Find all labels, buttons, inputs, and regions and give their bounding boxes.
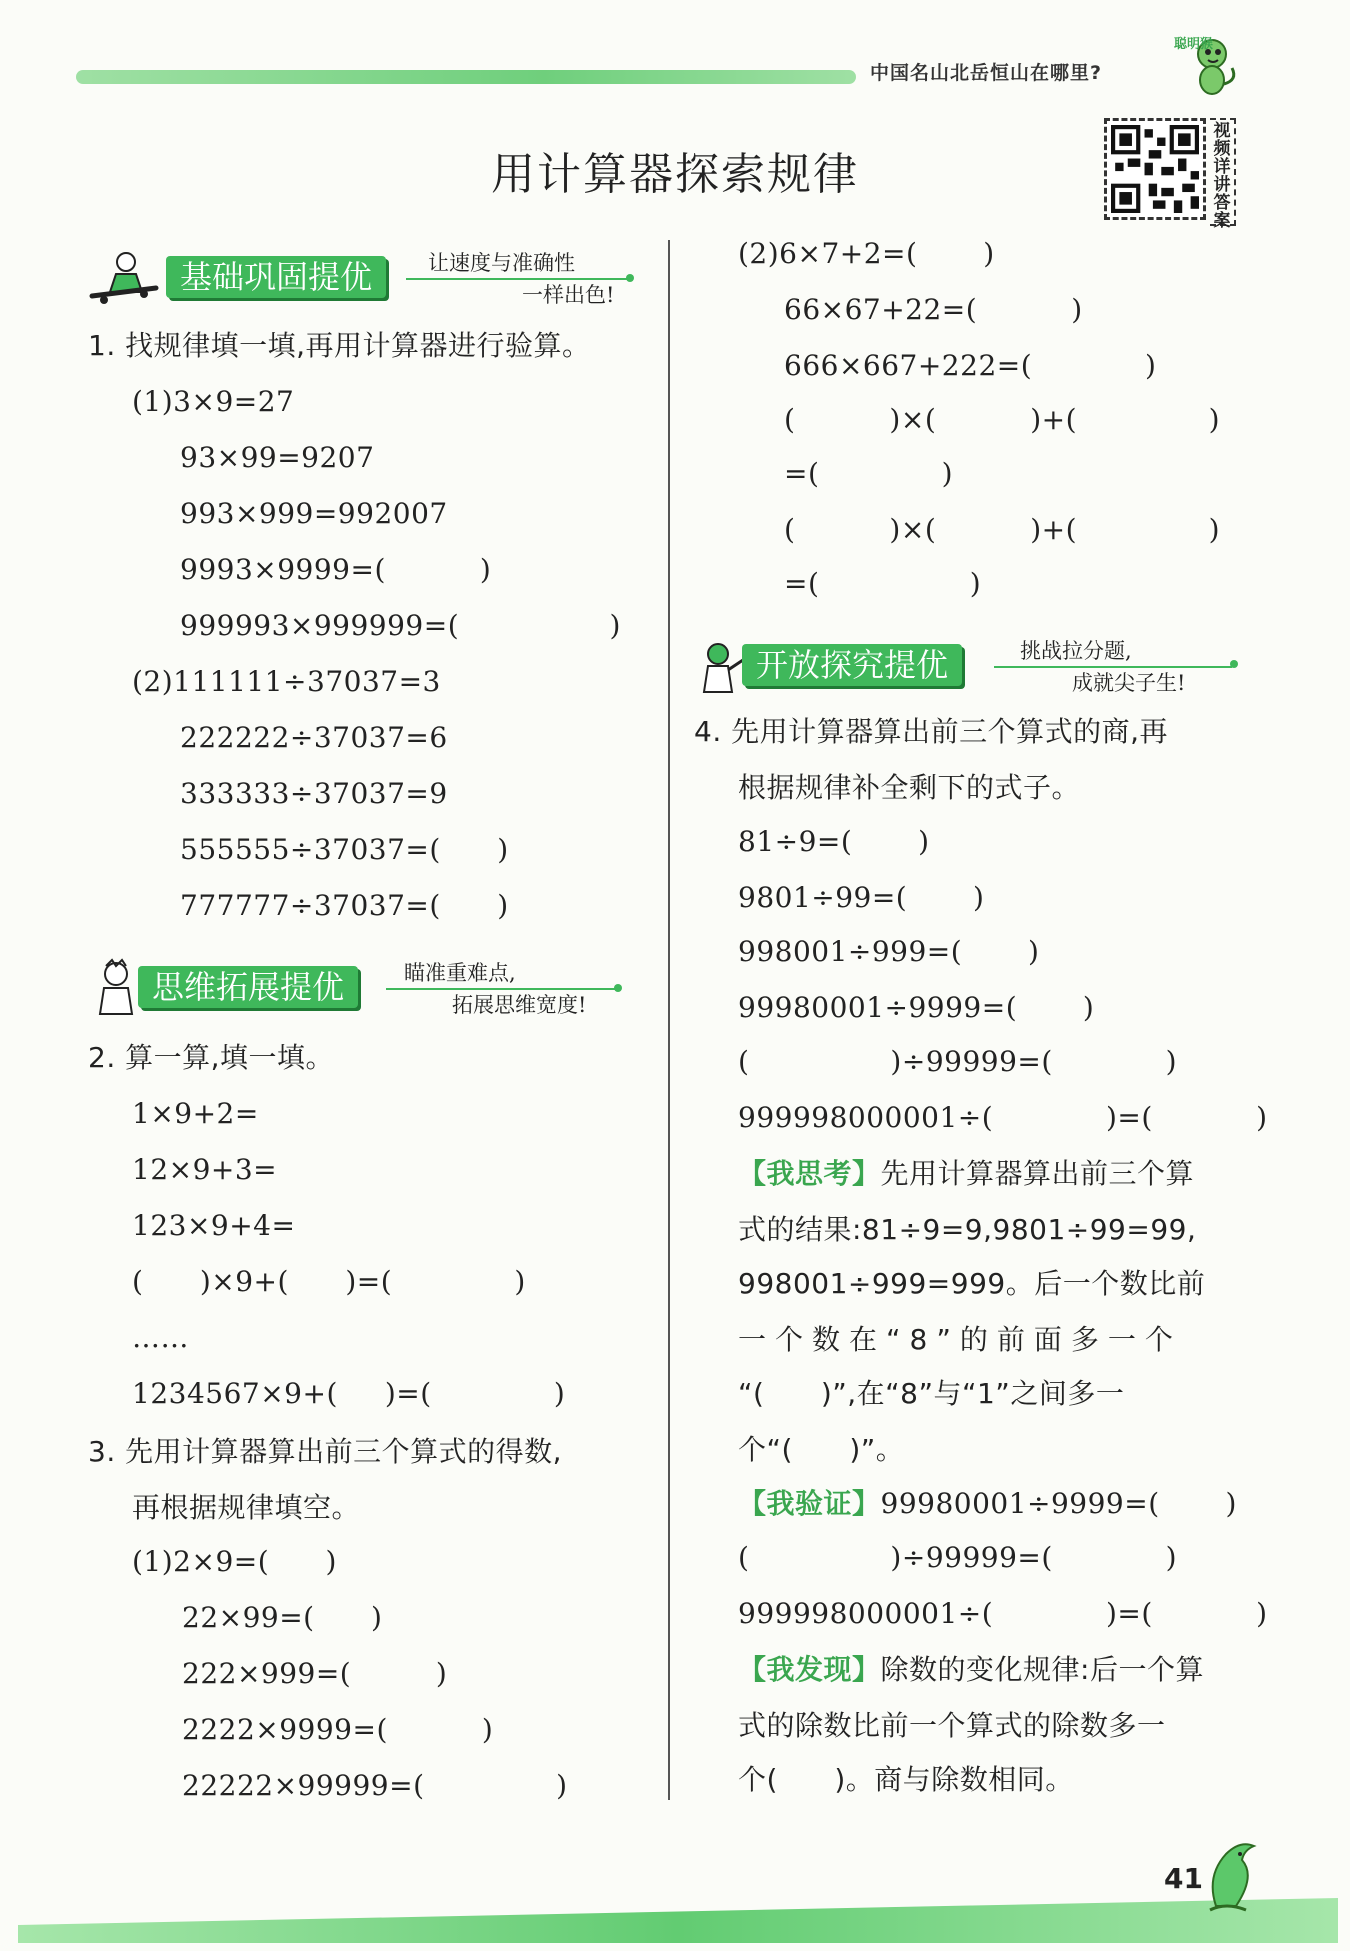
- page-title: 用计算器探索规律: [491, 149, 859, 200]
- exercise-line: (2)111111÷37037=3: [132, 665, 441, 698]
- brand-text: 聪明猴: [1174, 37, 1214, 52]
- exercise-line: 222222÷37037=6: [180, 721, 448, 754]
- think-line[interactable]: 个“( )”。: [738, 1433, 905, 1466]
- exercise-line[interactable]: 22222×99999=( ): [182, 1769, 568, 1802]
- question-3-prompt-cont: 再根据规律填空。: [132, 1491, 361, 1524]
- exercise-line[interactable]: 222×999=( ): [182, 1657, 448, 1690]
- exercise-line[interactable]: 9993×9999=( ): [180, 553, 492, 586]
- dolphin-icon: [1196, 1836, 1266, 1916]
- section-slogan: 一样出色!: [522, 283, 615, 307]
- section-slogan: 成就尖子生!: [1072, 671, 1186, 695]
- exercise-line: 333333÷37037=9: [180, 777, 448, 810]
- verify-tag: 【我验证】: [738, 1487, 881, 1520]
- exercise-line[interactable]: 999993×999999=( ): [180, 609, 621, 642]
- section-title: 基础巩固提优: [166, 256, 386, 298]
- column-divider: [668, 240, 670, 1800]
- exercise-line[interactable]: =( ): [784, 567, 982, 600]
- verify-line[interactable]: 999998000001÷( )=( ): [738, 1597, 1268, 1630]
- section-slogan: 挑战拉分题,: [1020, 639, 1132, 663]
- exercise-line[interactable]: (1)2×9=( ): [132, 1545, 337, 1578]
- section-slogan: 拓展思维宽度!: [452, 993, 587, 1017]
- section-badge-thinking: [86, 958, 646, 1018]
- monkey-mascot-icon: [1168, 28, 1240, 100]
- exercise-line: 93×99=9207: [180, 441, 375, 474]
- question-2-prompt: 2. 算一算,填一填。: [88, 1041, 335, 1074]
- bottom-decor-band: [18, 1898, 1338, 1943]
- discover-tag: 【我发现】: [738, 1653, 881, 1686]
- header-question: 中国名山北岳恒山在哪里?: [870, 62, 1103, 84]
- think-line[interactable]: “( )”,在“8”与“1”之间多一: [738, 1377, 1125, 1410]
- exercise-line[interactable]: 22×99=( ): [182, 1601, 383, 1634]
- section-title: 思维拓展提优: [138, 966, 358, 1008]
- exercise-line: 993×999=992007: [180, 497, 448, 530]
- exercise-line: (1)3×9=27: [132, 385, 295, 418]
- verify-text[interactable]: 99980001÷9999=( ): [880, 1487, 1237, 1520]
- think-tag: 【我思考】: [738, 1157, 881, 1190]
- exercise-line[interactable]: ( )×( )+( ): [784, 403, 1221, 436]
- ellipsis-line: ……: [132, 1321, 189, 1354]
- question-3-prompt: 3. 先用计算器算出前三个算式的得数,: [88, 1435, 563, 1468]
- exercise-line[interactable]: 123×9+4=: [132, 1209, 296, 1242]
- exercise-line[interactable]: =( ): [784, 457, 954, 490]
- think-text: 先用计算器算出前三个算: [880, 1157, 1195, 1190]
- exercise-line[interactable]: 81÷9=( ): [738, 825, 930, 858]
- verify-line[interactable]: ( )÷99999=( ): [738, 1541, 1177, 1574]
- exercise-line[interactable]: 999998000001÷( )=( ): [738, 1101, 1268, 1134]
- exercise-line[interactable]: 555555÷37037=( ): [180, 833, 509, 866]
- discover-line: 式的除数比前一个算式的除数多一: [738, 1709, 1166, 1742]
- exercise-line[interactable]: 12×9+3=: [132, 1153, 278, 1186]
- discover-text: 除数的变化规律:后一个算: [880, 1653, 1204, 1686]
- skateboard-kid-icon: [86, 248, 164, 308]
- section-slogan: 让速度与准确性: [428, 251, 575, 275]
- question-1-prompt: 1. 找规律填一填,再用计算器进行验算。: [88, 329, 591, 362]
- exercise-line[interactable]: 66×67+22=( ): [784, 293, 1083, 326]
- exercise-line[interactable]: ( )×9+( )=( ): [132, 1265, 526, 1298]
- think-line: [738, 1154, 1194, 1194]
- qr-code-icon[interactable]: [1104, 118, 1206, 220]
- section-badge-open: [694, 636, 1254, 696]
- section-title: 开放探究提优: [742, 644, 962, 686]
- top-decor-bar: [76, 70, 856, 84]
- exercise-line[interactable]: 1234567×9+( )=( ): [132, 1377, 566, 1410]
- slogan-dot: [626, 274, 634, 282]
- exercise-line[interactable]: 777777÷37037=( ): [180, 889, 509, 922]
- think-line: 998001÷999=999。后一个数比前: [738, 1267, 1206, 1300]
- exercise-line[interactable]: 1×9+2=: [132, 1097, 259, 1130]
- exercise-line[interactable]: ( )×( )+( ): [784, 513, 1221, 546]
- slogan-dot: [1230, 660, 1238, 668]
- think-line: 式的结果:81÷9=9,9801÷99=99,: [738, 1213, 1197, 1246]
- question-4-prompt-cont: 根据规律补全剩下的式子。: [738, 771, 1081, 804]
- slogan-dot: [614, 984, 622, 992]
- exercise-line[interactable]: 9801÷99=( ): [738, 881, 985, 914]
- discover-line[interactable]: 个( )。商与除数相同。: [738, 1763, 1074, 1796]
- discover-line: [738, 1650, 1204, 1690]
- think-line: 一个数在“8”的前面多一个: [738, 1323, 1182, 1356]
- question-4-prompt: 4. 先用计算器算出前三个算式的商,再: [694, 715, 1169, 748]
- exercise-line[interactable]: 99980001÷9999=( ): [738, 991, 1095, 1024]
- exercise-line[interactable]: 666×667+222=( ): [784, 349, 1157, 382]
- exercise-line[interactable]: (2)6×7+2=( ): [738, 237, 995, 270]
- section-slogan: 瞄准重难点,: [404, 961, 516, 985]
- section-badge-basic: [86, 248, 656, 308]
- qr-label: 视频详讲答案: [1210, 118, 1236, 226]
- exercise-line[interactable]: 998001÷999=( ): [738, 935, 1040, 968]
- page-number: 41: [1164, 1862, 1203, 1895]
- exercise-line[interactable]: 2222×9999=( ): [182, 1713, 494, 1746]
- verify-line[interactable]: [738, 1484, 1237, 1524]
- exercise-line[interactable]: ( )÷99999=( ): [738, 1045, 1177, 1078]
